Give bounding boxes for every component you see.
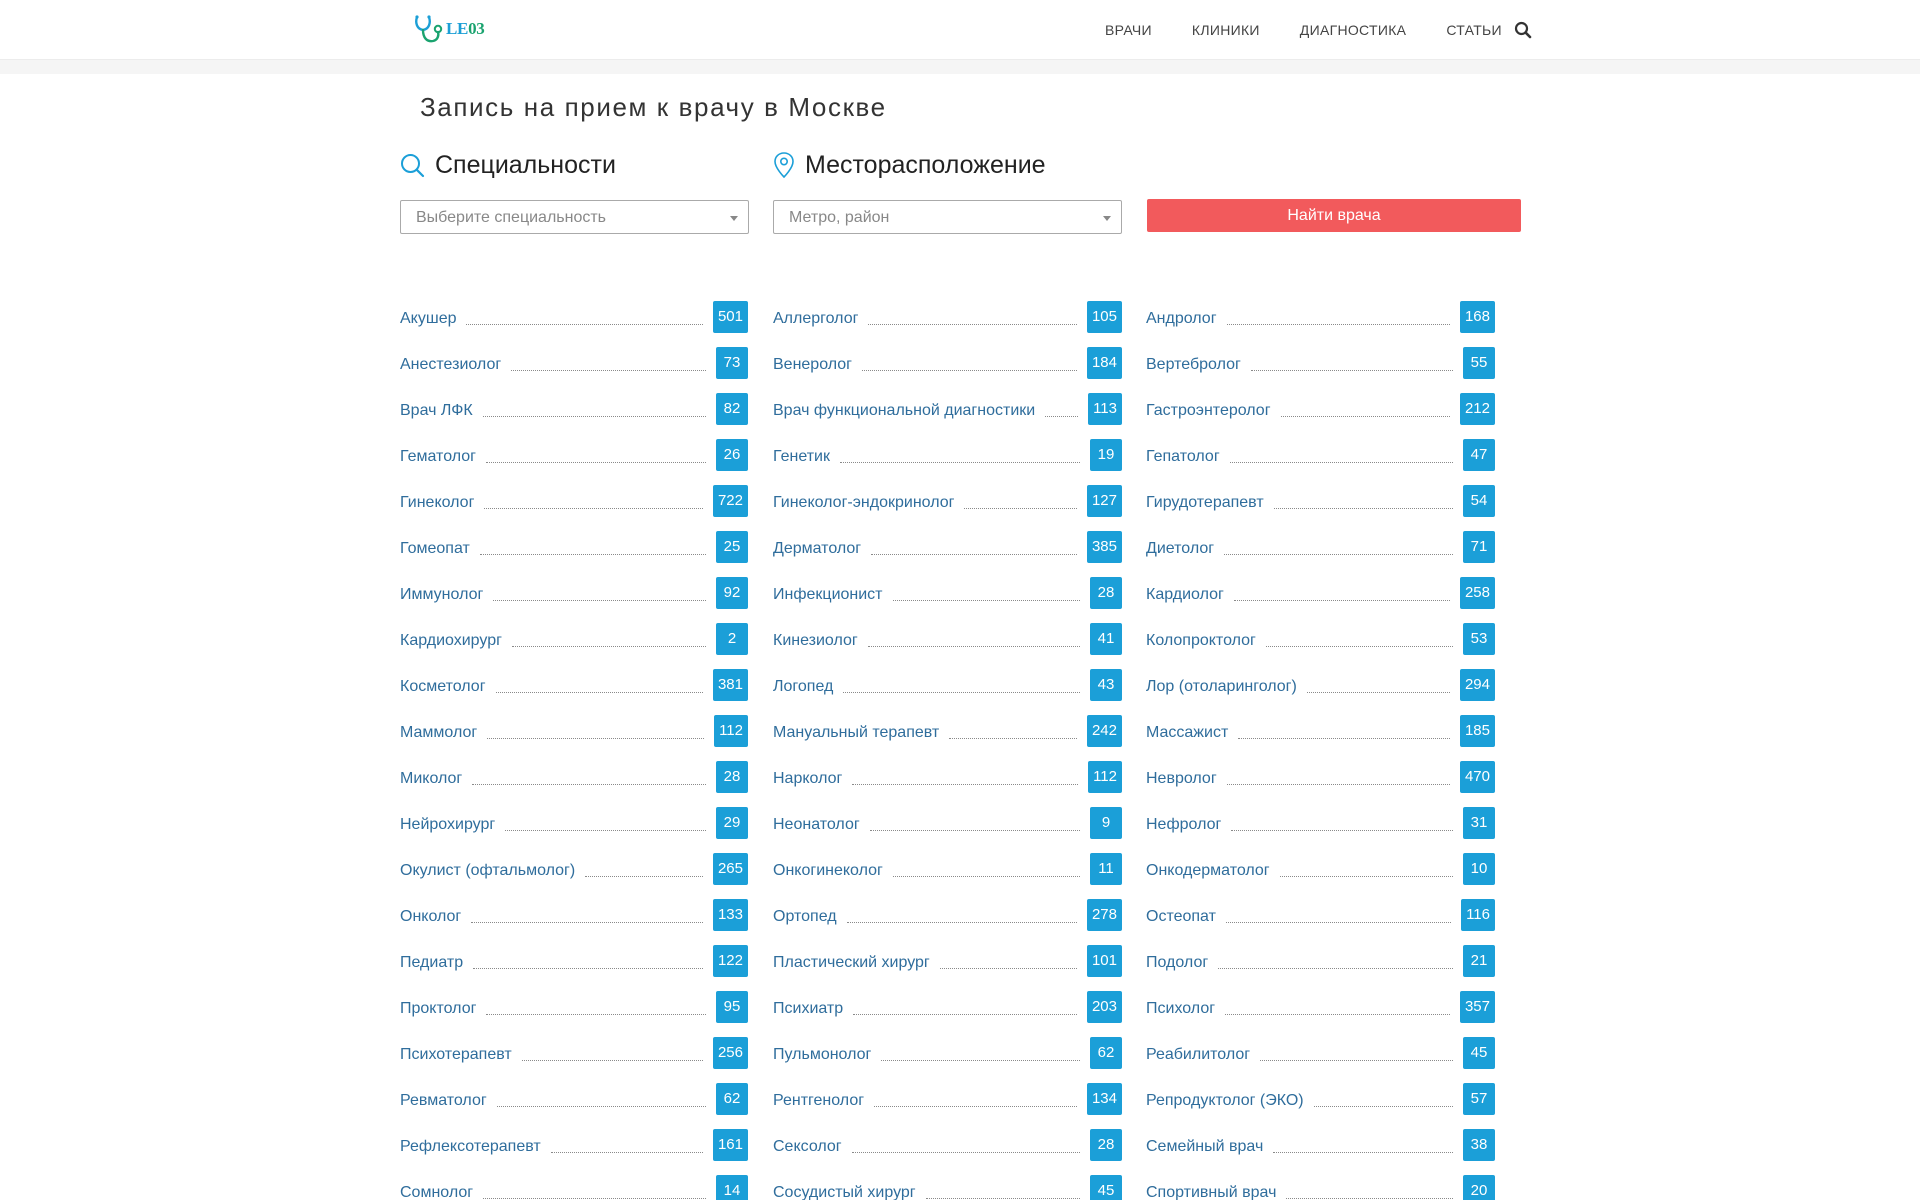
doctor-count-badge: 185 xyxy=(1460,715,1495,747)
doctor-count-badge: 82 xyxy=(716,393,748,425)
dotted-leader xyxy=(868,622,1080,647)
doctor-count-badge: 21 xyxy=(1463,945,1495,977)
specialty-link[interactable]: Врач функциональной диагностики xyxy=(773,402,1036,419)
stethoscope-icon xyxy=(412,13,444,45)
dotted-leader xyxy=(585,852,703,877)
dotted-leader xyxy=(483,392,706,417)
dotted-leader xyxy=(472,760,706,785)
specialty-row[interactable] xyxy=(400,530,748,576)
specialty-link[interactable]: Кардиолог xyxy=(1146,586,1224,603)
specialty-link[interactable]: Иммунолог xyxy=(400,586,484,603)
specialty-row[interactable] xyxy=(773,1174,1122,1200)
specialty-link[interactable]: Онкогинеколог xyxy=(773,862,883,879)
doctor-count-badge: 105 xyxy=(1087,301,1122,333)
doctor-count-badge: 19 xyxy=(1090,439,1122,471)
dotted-leader xyxy=(940,944,1077,969)
specialty-link[interactable]: Ортопед xyxy=(773,908,837,925)
find-doctor-button[interactable]: Найти врача xyxy=(1147,199,1521,232)
nav-item-articles[interactable]: СТАТЬИ xyxy=(1446,22,1502,38)
dotted-leader xyxy=(487,714,704,739)
dotted-leader xyxy=(483,1174,706,1199)
dotted-leader xyxy=(1045,392,1078,417)
doctor-count-badge: 258 xyxy=(1460,577,1495,609)
specialty-row[interactable] xyxy=(400,806,748,852)
specialty-row[interactable] xyxy=(400,622,748,668)
specialty-link[interactable]: Психотерапевт xyxy=(400,1046,512,1063)
dotted-leader xyxy=(862,346,1077,371)
dotted-leader xyxy=(496,668,703,693)
doctor-count-badge: 28 xyxy=(716,761,748,793)
doctor-count-badge: 212 xyxy=(1460,393,1495,425)
dotted-leader xyxy=(874,1082,1077,1107)
search-icon[interactable] xyxy=(1514,21,1532,39)
specialty-row[interactable] xyxy=(1146,990,1495,1036)
specialty-column-3 xyxy=(1146,300,1495,1200)
specialty-row[interactable] xyxy=(1146,530,1495,576)
doctor-count-badge: 41 xyxy=(1090,623,1122,655)
specialty-link[interactable]: Врач ЛФК xyxy=(400,402,473,419)
specialty-link[interactable]: Генетик xyxy=(773,448,830,465)
dotted-leader xyxy=(870,806,1080,831)
dotted-leader xyxy=(1226,898,1451,923)
doctor-count-badge: 203 xyxy=(1087,991,1122,1023)
specialty-link[interactable]: Вертебролог xyxy=(1146,356,1241,373)
doctor-count-badge: 28 xyxy=(1090,1129,1122,1161)
specialty-row[interactable] xyxy=(400,346,748,392)
specialty-row[interactable] xyxy=(773,806,1122,852)
doctor-count-badge: 10 xyxy=(1463,853,1495,885)
specialty-link[interactable]: Рентгенолог xyxy=(773,1092,865,1109)
dotted-leader xyxy=(1280,852,1453,877)
specialty-link[interactable]: Нарколог xyxy=(773,770,843,787)
chevron-down-icon xyxy=(1103,216,1111,221)
dotted-leader xyxy=(1274,484,1453,509)
dotted-leader xyxy=(1230,438,1453,463)
doctor-count-badge: 11 xyxy=(1090,853,1122,885)
specialty-link[interactable]: Маммолог xyxy=(400,724,478,741)
specialty-link[interactable]: Неонатолог xyxy=(773,816,860,833)
doctor-count-badge: 28 xyxy=(1090,577,1122,609)
nav-item-diagnostics[interactable]: ДИАГНОСТИКА xyxy=(1299,22,1407,38)
search-icon xyxy=(400,153,425,178)
dotted-leader xyxy=(1307,668,1450,693)
specialty-row[interactable] xyxy=(773,484,1122,530)
specialty-link[interactable]: Остеопат xyxy=(1146,908,1216,925)
header-divider xyxy=(0,60,1920,74)
location-select-placeholder: Метро, район xyxy=(789,209,890,226)
specialty-link[interactable]: Ревматолог xyxy=(400,1092,487,1109)
specialty-row[interactable] xyxy=(400,392,748,438)
dotted-leader xyxy=(1273,1128,1453,1153)
specialty-row[interactable] xyxy=(400,760,748,806)
specialty-row[interactable] xyxy=(400,990,748,1036)
doctor-count-badge: 357 xyxy=(1460,991,1495,1023)
dotted-leader xyxy=(893,852,1080,877)
dotted-leader xyxy=(1224,530,1453,555)
doctor-count-badge: 14 xyxy=(716,1175,748,1200)
doctor-count-badge: 184 xyxy=(1087,347,1122,379)
specialty-row[interactable] xyxy=(1146,806,1495,852)
specialty-select[interactable] xyxy=(400,200,749,234)
specialty-link[interactable]: Гирудотерапевт xyxy=(1146,494,1264,511)
specialty-link[interactable]: Гематолог xyxy=(400,448,476,465)
specialty-link[interactable]: Репродуктолог (ЭКО) xyxy=(1146,1092,1304,1109)
doctor-count-badge: 2 xyxy=(716,623,748,655)
dotted-leader xyxy=(868,300,1077,325)
logo-text: LE03 xyxy=(446,19,485,38)
doctor-count-badge: 385 xyxy=(1087,531,1122,563)
dotted-leader xyxy=(512,622,706,647)
specialty-select-placeholder: Выберите специальность xyxy=(416,209,607,226)
doctor-count-badge: 722 xyxy=(713,485,748,517)
specialty-link[interactable]: Гинеколог-эндокринолог xyxy=(773,494,955,511)
specialty-link[interactable]: Нейрохирург xyxy=(400,816,496,833)
dotted-leader xyxy=(551,1128,703,1153)
specialty-row[interactable] xyxy=(400,898,748,944)
doctor-count-badge: 256 xyxy=(713,1037,748,1069)
doctor-count-badge: 122 xyxy=(713,945,748,977)
dotted-leader xyxy=(1286,1174,1453,1199)
specialty-row[interactable] xyxy=(1146,576,1495,622)
specialty-link[interactable]: Сексолог xyxy=(773,1138,842,1155)
doctor-count-badge: 20 xyxy=(1463,1175,1495,1200)
specialty-row[interactable] xyxy=(773,438,1122,484)
specialty-link[interactable]: Диетолог xyxy=(1146,540,1215,557)
dotted-leader xyxy=(1227,300,1450,325)
specialty-row[interactable] xyxy=(1146,760,1495,806)
site-header xyxy=(0,0,1920,60)
dotted-leader xyxy=(505,806,706,831)
specialty-link[interactable]: Дерматолог xyxy=(773,540,862,557)
dotted-leader xyxy=(964,484,1077,509)
specialty-link[interactable]: Логопед xyxy=(773,678,834,695)
specialty-link[interactable]: Окулист (офтальмолог) xyxy=(400,862,576,879)
doctor-count-badge: 54 xyxy=(1463,485,1495,517)
specialty-row[interactable] xyxy=(773,300,1122,346)
specialty-link[interactable]: Гепатолог xyxy=(1146,448,1220,465)
nav-item-doctors[interactable]: ВРАЧИ xyxy=(1105,22,1152,38)
specialty-link[interactable]: Акушер xyxy=(400,310,457,327)
specialty-row[interactable] xyxy=(1146,668,1495,714)
specialty-link[interactable]: Пластический хирург xyxy=(773,954,930,971)
specialty-row[interactable] xyxy=(773,760,1122,806)
specialty-link[interactable]: Косметолог xyxy=(400,678,486,695)
dotted-leader xyxy=(1225,990,1450,1015)
specialty-row[interactable] xyxy=(400,300,748,346)
specialty-link[interactable]: Проктолог xyxy=(400,1000,477,1017)
doctor-count-badge: 45 xyxy=(1090,1175,1122,1200)
specialty-link[interactable]: Пульмонолог xyxy=(773,1046,872,1063)
specialty-row[interactable] xyxy=(773,1036,1122,1082)
specialty-link[interactable]: Подолог xyxy=(1146,954,1209,971)
specialty-link[interactable]: Рефлексотерапевт xyxy=(400,1138,541,1155)
dotted-leader xyxy=(480,530,706,555)
specialty-row[interactable] xyxy=(1146,346,1495,392)
doctor-count-badge: 45 xyxy=(1463,1037,1495,1069)
doctor-count-badge: 57 xyxy=(1463,1083,1495,1115)
dotted-leader xyxy=(843,668,1080,693)
specialty-link[interactable]: Лор (отоларинголог) xyxy=(1146,678,1297,695)
specialty-link[interactable]: Колопроктолог xyxy=(1146,632,1256,649)
specialty-link[interactable]: Сомнолог xyxy=(400,1184,474,1200)
specialty-link[interactable]: Массажист xyxy=(1146,724,1229,741)
specialty-row[interactable] xyxy=(773,1128,1122,1174)
dotted-leader xyxy=(1251,346,1453,371)
specialty-row[interactable] xyxy=(773,668,1122,714)
doctor-count-badge: 133 xyxy=(713,899,748,931)
specialty-row[interactable] xyxy=(1146,1036,1495,1082)
dotted-leader xyxy=(1234,576,1450,601)
doctor-count-badge: 168 xyxy=(1460,301,1495,333)
specialty-row[interactable] xyxy=(400,714,748,760)
nav-item-clinics[interactable]: КЛИНИКИ xyxy=(1191,22,1260,38)
specialty-link[interactable]: Психиатр xyxy=(773,1000,844,1017)
doctor-count-badge: 62 xyxy=(1090,1037,1122,1069)
specialty-row[interactable] xyxy=(773,898,1122,944)
specialty-link[interactable]: Сосудистый хирург xyxy=(773,1184,916,1200)
dotted-leader xyxy=(847,898,1077,923)
specialty-row[interactable] xyxy=(1146,1128,1495,1174)
specialty-column-1 xyxy=(400,300,748,1200)
doctor-count-badge: 112 xyxy=(714,715,748,747)
dotted-leader xyxy=(473,944,703,969)
specialty-link[interactable]: Педиатр xyxy=(400,954,464,971)
specialty-row[interactable] xyxy=(1146,898,1495,944)
specialty-link[interactable]: Аллерголог xyxy=(773,310,859,327)
dotted-leader xyxy=(1238,714,1450,739)
specialty-link[interactable]: Невролог xyxy=(1146,770,1217,787)
specialty-link[interactable]: Кардиохирург xyxy=(400,632,502,649)
doctor-count-badge: 101 xyxy=(1087,945,1122,977)
doctor-count-badge: 26 xyxy=(716,439,748,471)
dotted-leader xyxy=(852,760,1078,785)
doctor-count-badge: 265 xyxy=(713,853,748,885)
dotted-leader xyxy=(949,714,1077,739)
dotted-leader xyxy=(893,576,1081,601)
location-heading-label: Месторасположение xyxy=(805,150,1046,179)
doctor-count-badge: 242 xyxy=(1087,715,1122,747)
specialty-row[interactable] xyxy=(773,1082,1122,1128)
dotted-leader xyxy=(1231,806,1453,831)
doctor-count-badge: 116 xyxy=(1461,899,1495,931)
doctor-count-badge: 73 xyxy=(716,347,748,379)
dotted-leader xyxy=(493,576,706,601)
specialty-link[interactable]: Кинезиолог xyxy=(773,632,858,649)
specialty-row[interactable] xyxy=(1146,1082,1495,1128)
specialty-row[interactable] xyxy=(1146,1174,1495,1200)
doctor-count-badge: 29 xyxy=(716,807,748,839)
specialty-link[interactable]: Анестезиолог xyxy=(400,356,502,373)
specialty-row[interactable] xyxy=(773,622,1122,668)
main-nav xyxy=(1090,20,1522,40)
specialty-link[interactable]: Реабилитолог xyxy=(1146,1046,1251,1063)
dotted-leader xyxy=(486,990,706,1015)
specialty-row[interactable] xyxy=(1146,852,1495,898)
specialty-row[interactable] xyxy=(773,530,1122,576)
chevron-down-icon xyxy=(730,216,738,221)
doctor-count-badge: 112 xyxy=(1088,761,1122,793)
specialty-row[interactable] xyxy=(1146,484,1495,530)
dotted-leader xyxy=(871,530,1077,555)
specialty-row[interactable] xyxy=(1146,300,1495,346)
dotted-leader xyxy=(881,1036,1080,1061)
specialty-link[interactable]: Мануальный терапевт xyxy=(773,724,940,741)
specialty-row[interactable] xyxy=(1146,714,1495,760)
specialty-row[interactable] xyxy=(773,392,1122,438)
dotted-leader xyxy=(840,438,1080,463)
specialty-row[interactable] xyxy=(773,346,1122,392)
dotted-leader xyxy=(484,484,703,509)
doctor-count-badge: 55 xyxy=(1463,347,1495,379)
specialty-link[interactable]: Гастроэнтеролог xyxy=(1146,402,1271,419)
doctor-count-badge: 470 xyxy=(1460,761,1495,793)
dotted-leader xyxy=(1281,392,1450,417)
dotted-leader xyxy=(1260,1036,1453,1061)
doctor-count-badge: 113 xyxy=(1088,393,1122,425)
specialty-row[interactable] xyxy=(773,576,1122,622)
specialty-link[interactable]: Психолог xyxy=(1146,1000,1216,1017)
location-select[interactable] xyxy=(773,200,1122,234)
specialty-row[interactable] xyxy=(1146,392,1495,438)
doctor-count-badge: 294 xyxy=(1460,669,1495,701)
page-title: Запись на прием к врачу в Москве xyxy=(420,92,887,122)
dotted-leader xyxy=(471,898,703,923)
specialty-row[interactable] xyxy=(400,668,748,714)
doctor-count-badge: 134 xyxy=(1087,1083,1122,1115)
doctor-count-badge: 53 xyxy=(1463,623,1495,655)
dotted-leader xyxy=(853,990,1077,1015)
specialty-row[interactable] xyxy=(400,1128,748,1174)
specialty-link[interactable]: Спортивный врач xyxy=(1146,1184,1277,1200)
doctor-count-badge: 25 xyxy=(716,531,748,563)
doctor-count-badge: 161 xyxy=(713,1129,748,1161)
doctor-count-badge: 127 xyxy=(1087,485,1122,517)
specialty-row[interactable] xyxy=(400,1036,748,1082)
dotted-leader xyxy=(1266,622,1453,647)
specialty-link[interactable]: Венеролог xyxy=(773,356,852,373)
specialty-link[interactable]: Миколог xyxy=(400,770,463,787)
doctor-count-badge: 38 xyxy=(1463,1129,1495,1161)
specialty-row[interactable] xyxy=(773,852,1122,898)
specialty-heading xyxy=(400,150,616,180)
specialty-row[interactable] xyxy=(1146,944,1495,990)
dotted-leader xyxy=(511,346,706,371)
specialty-link[interactable]: Гинеколог xyxy=(400,494,475,511)
doctor-count-badge: 95 xyxy=(716,991,748,1023)
specialty-link[interactable]: Онколог xyxy=(400,908,462,925)
location-heading xyxy=(773,150,1046,180)
specialty-link[interactable]: Нефролог xyxy=(1146,816,1222,833)
doctor-count-badge: 278 xyxy=(1087,899,1122,931)
specialty-link[interactable]: Семейный врач xyxy=(1146,1138,1264,1155)
dotted-leader xyxy=(522,1036,703,1061)
specialty-row[interactable] xyxy=(400,576,748,622)
dotted-leader xyxy=(1218,944,1453,969)
dotted-leader xyxy=(486,438,706,463)
doctor-count-badge: 31 xyxy=(1463,807,1495,839)
specialty-row[interactable] xyxy=(773,714,1122,760)
specialty-link[interactable]: Инфекционист xyxy=(773,586,883,603)
doctor-count-badge: 62 xyxy=(716,1083,748,1115)
specialty-link[interactable]: Андролог xyxy=(1146,310,1217,327)
doctor-count-badge: 501 xyxy=(713,301,748,333)
specialty-heading-label: Специальности xyxy=(435,150,616,179)
doctor-count-badge: 43 xyxy=(1090,669,1122,701)
specialty-link[interactable]: Онкодерматолог xyxy=(1146,862,1270,879)
site-logo[interactable] xyxy=(412,13,484,45)
specialty-row[interactable] xyxy=(400,1174,748,1200)
specialty-row[interactable] xyxy=(400,484,748,530)
doctor-count-badge: 9 xyxy=(1090,807,1122,839)
location-pin-icon xyxy=(773,151,795,179)
doctor-count-badge: 92 xyxy=(716,577,748,609)
specialty-row[interactable] xyxy=(400,944,748,990)
doctor-count-badge: 381 xyxy=(713,669,748,701)
specialty-link[interactable]: Гомеопат xyxy=(400,540,470,557)
specialty-row[interactable] xyxy=(1146,438,1495,484)
specialty-column-2 xyxy=(773,300,1122,1200)
specialty-row[interactable] xyxy=(400,1082,748,1128)
dotted-leader xyxy=(466,300,702,325)
dotted-leader xyxy=(1227,760,1450,785)
specialty-row[interactable] xyxy=(773,944,1122,990)
dotted-leader xyxy=(926,1174,1080,1199)
specialty-row[interactable] xyxy=(400,438,748,484)
dotted-leader xyxy=(1314,1082,1453,1107)
dotted-leader xyxy=(497,1082,706,1107)
specialty-row[interactable] xyxy=(400,852,748,898)
specialty-row[interactable] xyxy=(773,990,1122,1036)
dotted-leader xyxy=(852,1128,1080,1153)
specialty-row[interactable] xyxy=(1146,622,1495,668)
doctor-count-badge: 71 xyxy=(1463,531,1495,563)
doctor-count-badge: 47 xyxy=(1463,439,1495,471)
